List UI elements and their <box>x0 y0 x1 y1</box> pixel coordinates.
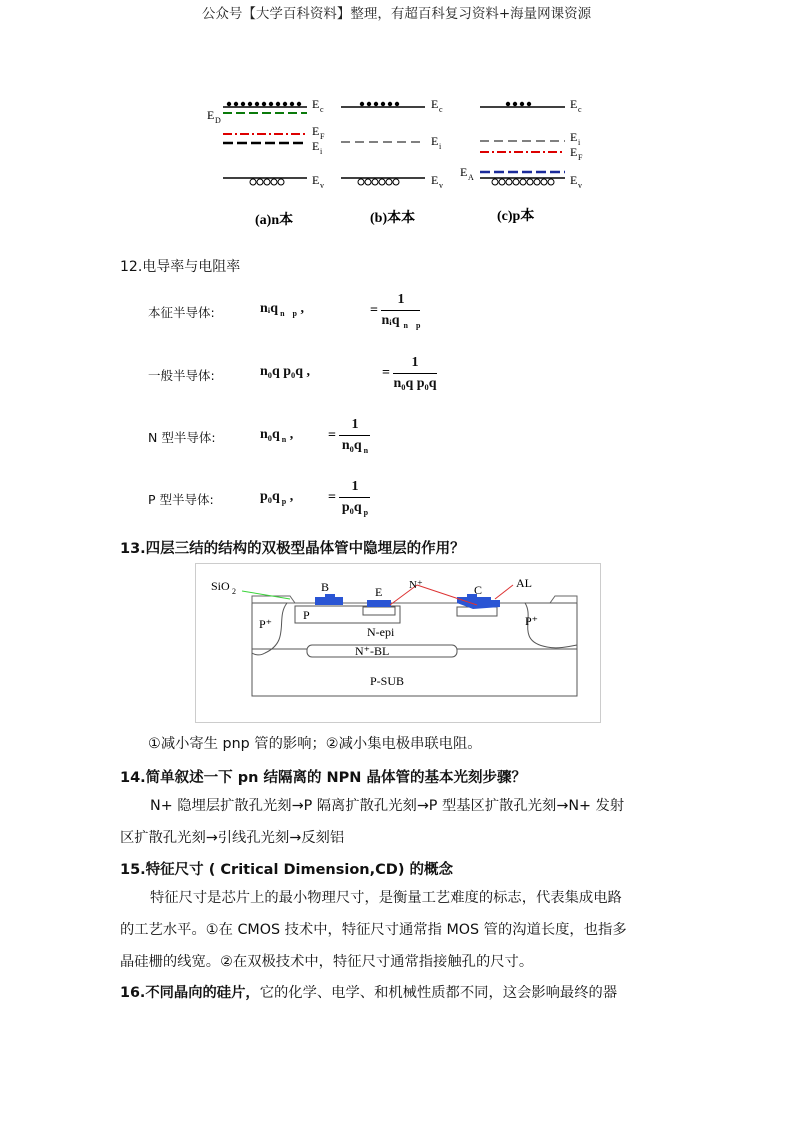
row-intrinsic-label: 本征半导体: <box>148 305 215 320</box>
label-ev-a: E <box>312 173 320 187</box>
section-16 <box>120 980 617 1006</box>
label-p-plus-left: P⁺ <box>259 617 273 631</box>
row-general-sigma: n₀q p₀q , <box>260 364 311 379</box>
row-general-rho: = $\frac{1}{\text{n₀q p₀q}}$ <box>382 355 437 391</box>
label-ef-c: E <box>570 145 578 159</box>
label-ev-c: E <box>570 173 578 187</box>
label-ei-a: E <box>312 139 320 153</box>
svg-text:i: i <box>320 147 323 156</box>
section-12-title: 12.电导率与电阻率 <box>120 259 241 275</box>
label-ec-a: E <box>312 97 320 111</box>
row-intrinsic-rho: = $\frac{1}{nᵢq _{n p}}$ <box>370 292 421 330</box>
svg-text:F: F <box>578 153 583 162</box>
label-al: AL <box>516 576 532 590</box>
svg-text:v: v <box>439 181 443 190</box>
caption-c: (c)p本 <box>497 209 535 224</box>
row-general-label: 一般半导体: <box>148 368 215 383</box>
label-ev-b: E <box>431 173 439 187</box>
label-ed-sub: D <box>215 116 221 125</box>
row-n-type-rho: = $\frac{1}{n_0q _n}$ <box>328 417 370 455</box>
band-panel-b <box>341 97 443 226</box>
band-panel-c <box>460 97 583 224</box>
label-ei-c: E <box>570 130 578 144</box>
svg-text:2: 2 <box>232 587 236 596</box>
section-15-title: 15.特征尺寸 ( Critical Dimension,CD) 的概念 <box>120 862 453 878</box>
label-emitter: E <box>375 585 383 599</box>
row-n-type-sigma: n₀q $_n$ , <box>260 427 294 444</box>
band-panel-a <box>207 97 325 228</box>
label-ea: E <box>460 165 468 179</box>
label-ec-c: E <box>570 97 578 111</box>
section-15-line-2: 的工艺水平。①在 CMOS 技术中，特征尺寸通常指 MOS 管的沟道长度，也指多 <box>120 922 627 938</box>
label-collector: C <box>474 583 483 597</box>
npn-cross-section <box>195 563 601 723</box>
section-16-title: 16.不同晶向的硅片， <box>120 985 260 1001</box>
caption-a: (a)n本 <box>255 213 294 228</box>
section-15-line-1: 特征尺寸是芯片上的最小物理尺寸，是衡量工艺难度的标志，代表集成电路 <box>150 890 622 906</box>
page-header: 公众号【大学百科资料】整理，有超百科复习资料+海量网课资源 <box>201 6 592 22</box>
label-n-bl: N⁺-BL <box>355 644 390 658</box>
svg-text:c: c <box>320 105 324 114</box>
row-p-type-sigma: p₀q $_p$ , <box>260 489 294 506</box>
label-p: P <box>303 608 310 622</box>
label-sio2: SiO <box>211 579 230 593</box>
svg-text:A: A <box>468 173 474 182</box>
row-p-type-rho: = $\frac{1}{p_0q _p}$ <box>328 479 370 517</box>
svg-text:c: c <box>578 105 582 114</box>
label-n-plus: N⁺ <box>409 579 423 591</box>
label-ef-a: E <box>312 124 320 138</box>
svg-text:c: c <box>439 105 443 114</box>
section-15-line-3: 晶硅栅的线宽。②在双极技术中，特征尺寸通常指接触孔的尺寸。 <box>120 954 534 970</box>
svg-text:F: F <box>320 132 325 141</box>
label-base: B <box>321 580 330 594</box>
row-p-type-label: P 型半导体: <box>148 492 214 507</box>
svg-text:v: v <box>320 181 324 190</box>
section-14-title: 14.简单叙述一下 pn 结隔离的 NPN 晶体管的基本光刻步骤？ <box>120 770 526 786</box>
label-p-sub: P-SUB <box>370 674 405 688</box>
caption-b: (b)本本 <box>370 211 416 226</box>
section-16-text: 它的化学、电学、和机械性质都不同，这会影响最终的器 <box>259 985 618 1001</box>
svg-text:i: i <box>578 138 581 147</box>
band-diagram <box>195 90 605 235</box>
row-intrinsic-sigma: nᵢq $_{n p}$ , <box>260 301 304 318</box>
label-ed: E <box>207 108 215 122</box>
label-n-epi: N-epi <box>367 625 395 639</box>
row-n-type-label: N 型半导体: <box>148 430 216 445</box>
section-13-answer: ①减小寄生 pnp 管的影响；②减小集电极串联电阻。 <box>148 736 482 752</box>
label-ec-b: E <box>431 97 439 111</box>
section-14-line-1: N+ 隐埋层扩散孔光刻→P 隔离扩散孔光刻→P 型基区扩散孔光刻→N+ 发射 <box>150 798 625 814</box>
section-14-line-2: 区扩散孔光刻→引线孔光刻→反刻铝 <box>120 830 345 846</box>
section-13-title: 13.四层三结的结构的双极型晶体管中隐埋层的作用？ <box>120 541 465 557</box>
label-p-plus-right: P⁺ <box>525 614 539 628</box>
svg-text:i: i <box>439 142 442 151</box>
label-ei-b: E <box>431 134 439 148</box>
svg-text:v: v <box>578 181 582 190</box>
